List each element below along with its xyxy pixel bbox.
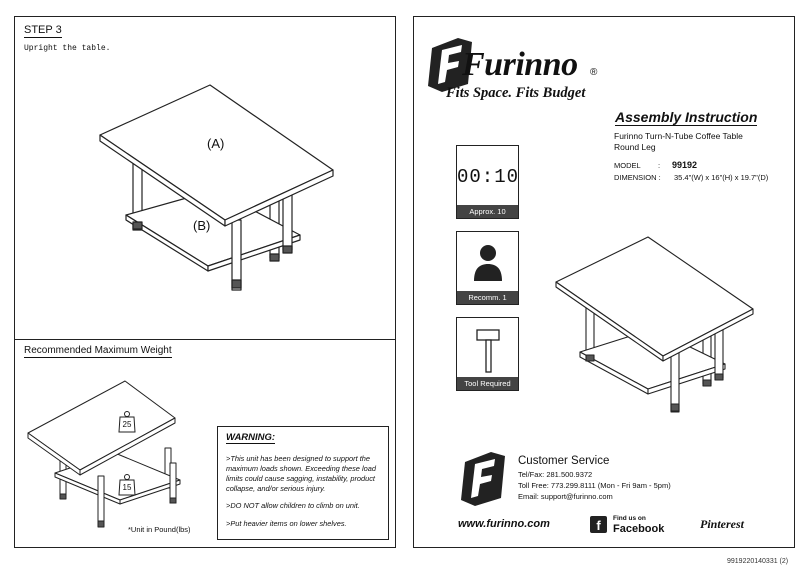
facebook-small-text: Find us on — [613, 515, 646, 522]
weight-title: Recommended Maximum Weight — [24, 345, 172, 356]
model-value: 99192 — [672, 160, 698, 170]
registered-mark: ® — [590, 67, 598, 78]
cover-table-illustration — [553, 234, 763, 416]
step-title: STEP 3 — [24, 24, 62, 36]
model-label: MODEL — [614, 161, 641, 170]
step-table-illustration — [95, 80, 345, 295]
label-b: (B) — [193, 218, 211, 233]
hammer-icon — [475, 326, 503, 374]
time-display: 00:10 — [457, 166, 520, 188]
person-tile — [456, 231, 519, 315]
service-tollfree: Toll Free: 773.299.8111 (Mon - Fri 9am - 5pm) — [518, 481, 671, 490]
warning-title: WARNING: — [226, 432, 276, 443]
warning-text-2: >DO NOT allow children to climb on unit. — [226, 501, 360, 510]
time-caption: Approx. 10 minutes — [457, 205, 518, 218]
weight-bottom-value: 15 — [122, 483, 132, 492]
unit-note: *Unit in Pound(lbs) — [128, 525, 191, 534]
tool-tile — [456, 317, 519, 391]
service-tel: Tel/Fax: 281.500.9372 — [518, 470, 593, 479]
model-separator: : — [658, 161, 661, 170]
warning-text-3: >Put heavier items on lower shelves. — [226, 519, 347, 528]
website-link[interactable]: www.furinno.com — [458, 518, 550, 530]
product-line-1: Furinno Turn-N-Tube Coffee Table — [614, 131, 743, 141]
tool-caption: Tool Required — [457, 377, 518, 390]
label-a: (A) — [207, 136, 225, 151]
weight-table-illustration — [25, 378, 205, 528]
time-tile — [456, 145, 520, 229]
brand-name: Furinno — [462, 46, 578, 83]
step-instruction: Upright the table. — [24, 44, 111, 53]
warning-text-1: >This unit has been designed to support the maximum loads shown. Exceeding these load limits could cause sagging, instability, product collapse, and/or serious injury. — [226, 454, 376, 493]
person-icon — [473, 244, 503, 282]
facebook-big-text: Facebook — [613, 523, 665, 535]
assembly-heading: Assembly Instruction — [615, 109, 758, 125]
service-title: Customer Service — [518, 455, 610, 467]
service-email: Email: support@furinno.com — [518, 492, 613, 501]
facebook-icon: f — [590, 516, 607, 533]
service-logo-icon — [461, 450, 509, 506]
pinterest-link[interactable]: Pinterest — [700, 517, 744, 531]
weight-top-value: 25 — [122, 420, 132, 429]
dimension-label: DIMENSION : — [614, 173, 661, 182]
facebook-link[interactable] — [590, 514, 670, 538]
person-caption: Recomm. 1 Person — [457, 291, 518, 304]
product-line-2: Round Leg — [614, 142, 656, 152]
document-code: 9919220140331 (2) — [727, 558, 789, 565]
dimension-value: 35.4"(W) x 16"(H) x 19.7"(D) — [674, 173, 769, 182]
brand-tagline: Fits Space. Fits Budget — [446, 85, 586, 101]
